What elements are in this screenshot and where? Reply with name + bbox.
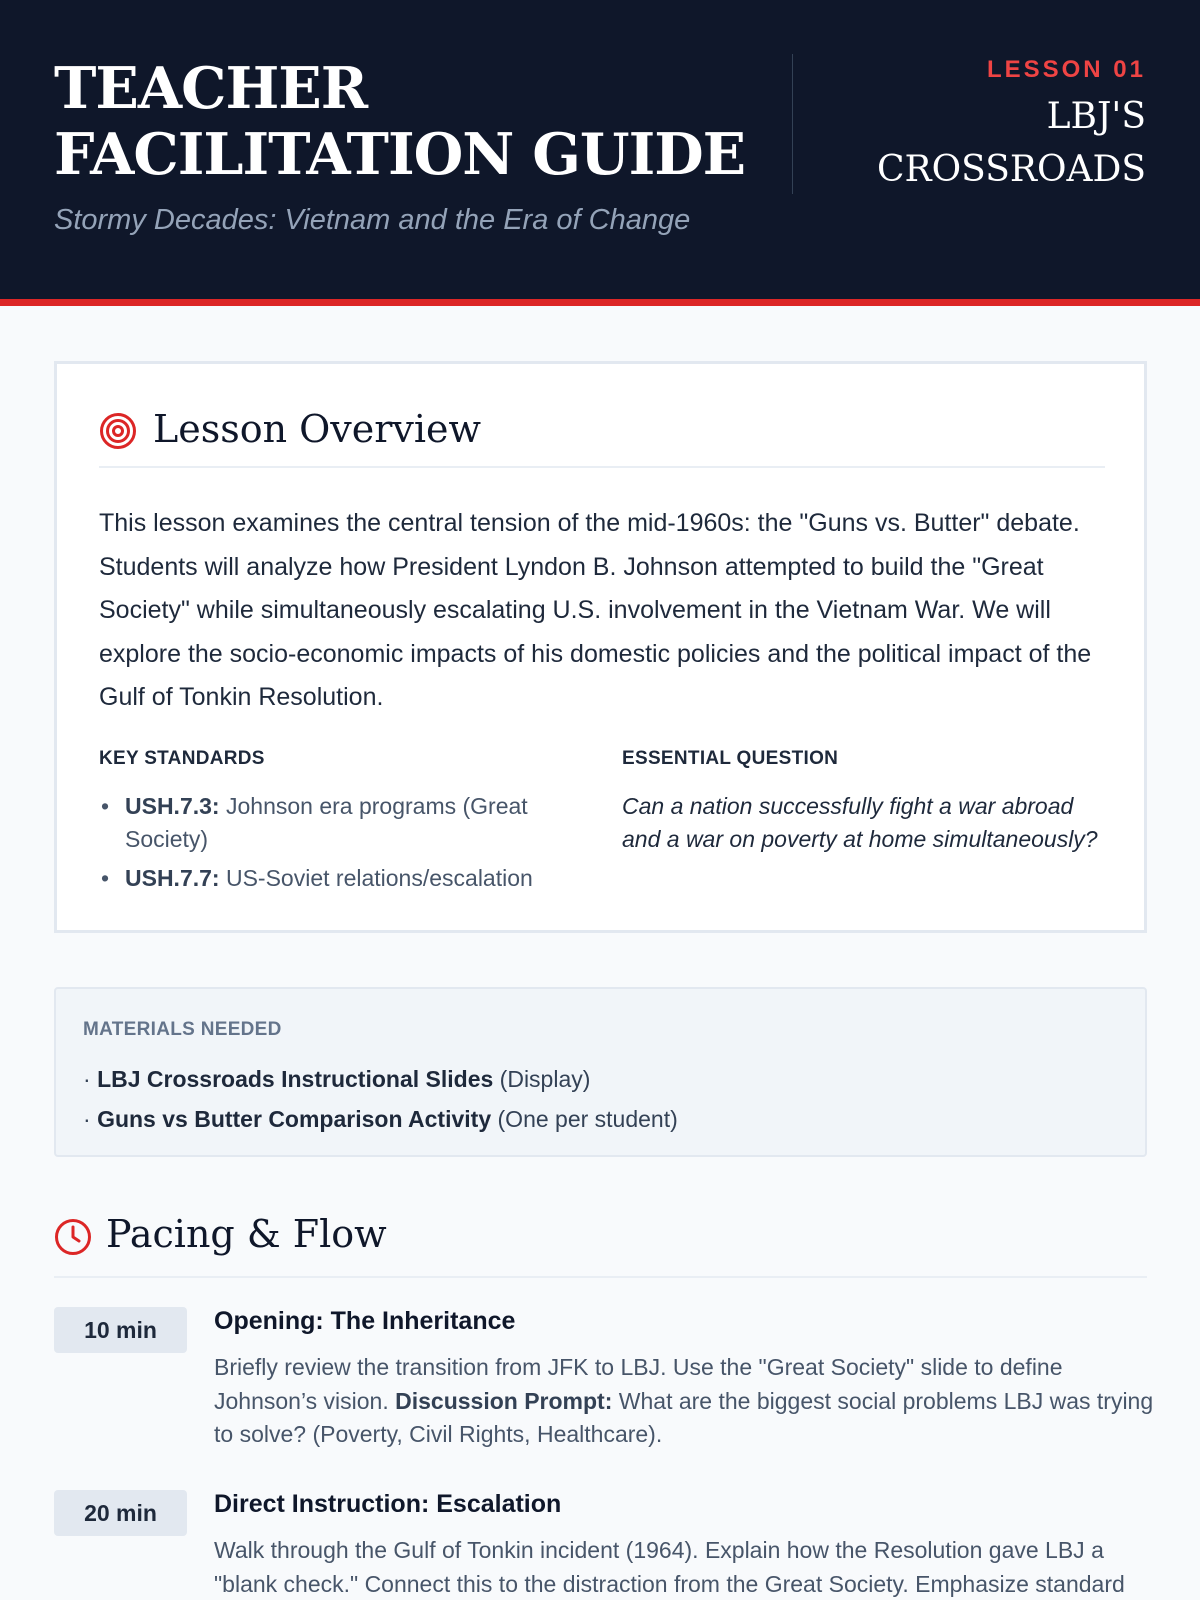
- clock-icon: [54, 1218, 92, 1256]
- lesson-title: LBJ'S CROSSROADS: [877, 96, 1146, 190]
- materials-label: MATERIALS NEEDED: [83, 1019, 282, 1040]
- question-text: Can a nation successfully fight a war abroad and a war on poverty at home simultaneously?: [622, 793, 1098, 852]
- question-label: ESSENTIAL QUESTION: [622, 748, 839, 769]
- step-description: Briefly review the transition from JFK to LBJ. Use the "Great Society" slide to define Johnson’s vision. Discussion Prompt: What are the biggest social problems LBJ was trying to solve? (Poverty, Civil Rights, Healthcare).: [214, 1354, 1154, 1447]
- material-note: (Display): [499, 1066, 591, 1092]
- step-title: Opening: The Inheritance: [214, 1307, 516, 1335]
- page-subtitle: Stormy Decades: Vietnam and the Era of Change: [54, 204, 691, 236]
- essential-question: [622, 748, 1112, 856]
- materials-list: [83, 1059, 678, 1139]
- step-title: Direct Instruction: Escalation: [214, 1490, 562, 1518]
- header-divider: [792, 54, 793, 194]
- material-name: LBJ Crossroads Instructional Slides: [97, 1066, 494, 1092]
- pacing-title: Pacing & Flow: [106, 1212, 387, 1256]
- page-header: [0, 0, 1200, 306]
- materials-item: · LBJ Crossroads Instructional Slides (Display): [83, 1066, 591, 1092]
- time-badge: 20 min: [54, 1490, 187, 1536]
- materials-item: · Guns vs Butter Comparison Activity (One per student): [83, 1106, 678, 1132]
- lesson-label: [826, 56, 1146, 196]
- discussion-prompt-label: Discussion Prompt:: [395, 1387, 613, 1414]
- standard-code: USH.7.3:: [125, 793, 220, 819]
- standard-code: USH.7.7:: [125, 865, 220, 891]
- material-note: (One per student): [497, 1106, 678, 1132]
- standard-item: • USH.7.3: Johnson era programs (Great Society): [101, 793, 528, 852]
- standard-text: US-Soviet relations/escalation: [225, 865, 533, 891]
- standard-item: • USH.7.7: US-Soviet relations/escalation: [101, 865, 533, 891]
- lesson-number: LESSON 01: [986, 56, 1146, 83]
- standards-label: KEY STANDARDS: [99, 748, 265, 769]
- material-name: Guns vs Butter Comparison Activity: [97, 1106, 492, 1132]
- header-left: [54, 56, 754, 237]
- target-icon: [99, 412, 137, 450]
- overview-text: This lesson examines the central tension of the mid-1960s: the "Guns vs. Butter" debate. Students will analyze how President Lyndon B. Johnson attempted to build the "Great Society" while simultaneously escalating U.S. involvement in the Vietnam War. We will explore the socio-economic impacts of his domestic policies and the political impact of the Gulf of Tonkin Resolution.: [99, 509, 1092, 711]
- page-title: TEACHER FACILITATION GUIDE: [54, 55, 746, 188]
- standards-list: [99, 790, 559, 895]
- overview-header: [99, 408, 1105, 468]
- time-badge: 10 min: [54, 1307, 187, 1353]
- overview-title: Lesson Overview: [153, 407, 482, 451]
- pacing-header: [54, 1210, 1147, 1278]
- step-description: Walk through the Gulf of Tonkin incident (1964). Explain how the Resolution gave LBJ a "blank check." Connect this to the distraction from the Great Society. Emphasize standard: [214, 1537, 1125, 1597]
- key-standards: [99, 748, 559, 901]
- lesson-overview-card: [54, 361, 1147, 933]
- materials-box: [54, 987, 1147, 1157]
- standard-text: Johnson era programs (Great Society): [125, 793, 528, 852]
